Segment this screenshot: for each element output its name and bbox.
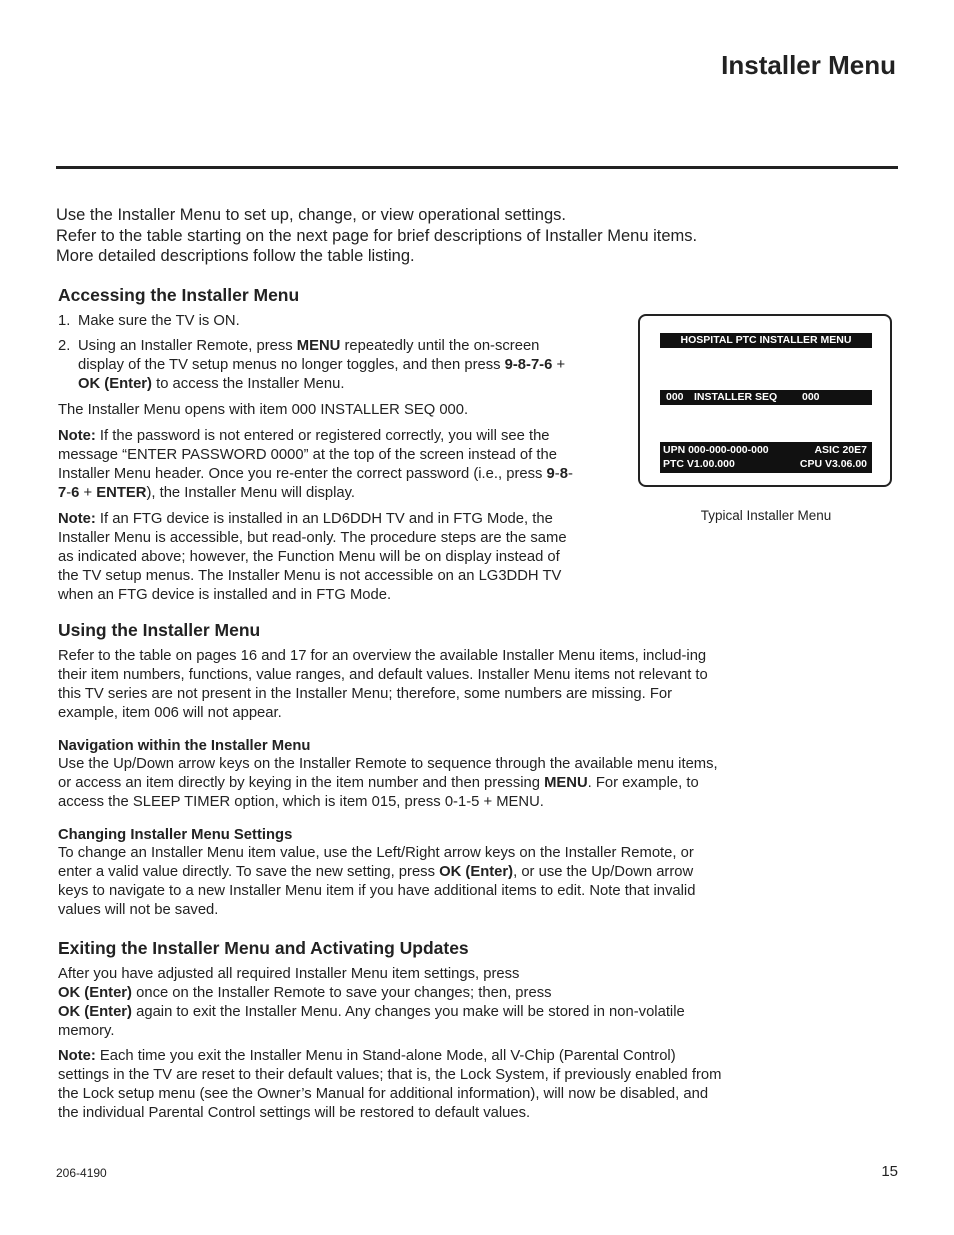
document-number: 206-4190 (56, 1166, 107, 1180)
intro-line: More detailed descriptions follow the table listing. (56, 247, 415, 265)
screen-header-bar: HOSPITAL PTC INSTALLER MENU (660, 333, 872, 348)
opens-text: The Installer Menu opens with item 000 INSTALLER SEQ 000. (58, 402, 469, 418)
key-label: MENU (296, 338, 341, 354)
key-label: MENU (544, 775, 588, 791)
key-label: ENTER (96, 485, 147, 501)
body-text: again to exit the Installer Menu. Any changes you make will be stored in non-volatile memory. (58, 1004, 685, 1039)
step-item (58, 337, 582, 394)
cpu-text: CPU V3.06.00 (799, 458, 867, 470)
key-label: OK (Enter) (439, 864, 514, 880)
using-section (58, 619, 724, 920)
ptc-text: PTC V1.00.000 (663, 458, 735, 470)
asic-text: ASIC 20E7 (814, 444, 867, 456)
upn-text: UPN 000-000-000-000 (663, 444, 769, 456)
page-title: Installer Menu (721, 50, 896, 80)
screen-seq-bar (660, 390, 872, 405)
using-heading: Using the Installer Menu (58, 620, 261, 640)
note-text: If the password is not entered or registered correctly, you will see the message “ENTER PASSWORD 0000” at the top of the screen instead of the Installer Menu header. Once you re-enter the correct password (i.e., press (58, 428, 557, 482)
title-rule (56, 166, 898, 169)
key-label: 9-8-7-6 (504, 357, 553, 373)
step-item (58, 312, 582, 331)
note-label: Note: (58, 511, 96, 527)
step-text: to access the Installer Menu. (152, 376, 345, 392)
intro-line: Use the Installer Menu to set up, change, or view operational settings. (56, 206, 566, 224)
intro-text (56, 205, 756, 267)
body-text: once on the Installer Remote to save your changes; then, press (132, 985, 552, 1001)
exiting-paragraph (58, 965, 724, 1041)
key-label: 6 (71, 485, 80, 501)
body-text: After you have adjusted all required Installer Menu item settings, press (58, 966, 520, 982)
note-text: ), the Installer Menu will display. (146, 485, 356, 501)
page-number: 15 (881, 1163, 898, 1180)
steps-list (58, 312, 582, 394)
seq-label: INSTALLER SEQ (694, 391, 778, 403)
key-label: OK (Enter) (78, 376, 152, 392)
seq-number: 000 (666, 391, 684, 403)
accessing-heading: Accessing the Installer Menu (58, 285, 300, 305)
key-label: OK (Enter) (58, 1004, 132, 1020)
note-text: - (567, 466, 573, 482)
step-text: repeatedly until the on-screen display of the TV setup menus no longer toggles, and then press (78, 338, 540, 373)
using-paragraph: Refer to the table on pages 16 and 17 for an overview the available Installer Menu items, includ-ing their item numbers, functions, value ranges, and default values. Installer Menu items not relevant to this TV series are not present in the Installer Menu; therefore, some numbers are missing. For example, item 006 will not appear. (58, 648, 708, 721)
ftg-note (58, 510, 582, 605)
exiting-section (58, 937, 724, 1123)
changing-heading: Changing Installer Menu Settings (58, 827, 293, 843)
step-number: 2. (58, 338, 71, 354)
note-text: Each time you exit the Installer Menu in Stand-alone Mode, all V-Chip (Parental Control) settings in the TV are reset to their default values; that is, the Lock System, if previously enabled from the Lock setup menu (see the Owner’s Manual for additional information), will now be disabled, and the individual Parental Control settings will be restored to default values. (58, 1048, 722, 1121)
screen-caption: Typical Installer Menu (700, 508, 832, 523)
changing-paragraph (58, 844, 724, 920)
note-text: - (66, 485, 72, 501)
body-text: , or use the Up/Down arrow keys to navigate to a new Installer Menu item if you have additional items to edit. Note that invalid values will not be saved. (58, 864, 696, 918)
note-text: - (554, 466, 560, 482)
note-label: Note: (58, 1048, 96, 1064)
screen-info-bar (660, 442, 872, 473)
password-note (58, 427, 582, 503)
note-text: + (79, 485, 97, 501)
seq-value: 000 (802, 391, 820, 403)
vchip-note (58, 1047, 724, 1123)
body-text: To change an Installer Menu item value, use the Left/Right arrow keys on the Installer Remote, or enter a valid value directly. To save the new setting, press (58, 845, 694, 880)
intro-line: Refer to the table starting on the next page for brief descriptions of Installer Menu items. (56, 226, 698, 245)
step-text: Make sure the TV is ON. (78, 313, 240, 329)
body-text: Use the Up/Down arrow keys on the Installer Remote to sequence through the available menu items, or access an item directly by keying in the item number and then pressing (58, 756, 718, 791)
key-label: 7 (58, 485, 67, 501)
note-text: If an FTG device is installed in an LD6DDH TV and in FTG Mode, the Installer Menu is accessible, but read-only. The procedure steps are the same as indicated above; however, the Function Menu will be on display instead of the TV setup menus. The Installer Menu is not accessible on an LG3DDH TV when an FTG device is installed and in FTG Mode. (58, 511, 567, 603)
key-label: 8 (559, 466, 568, 482)
installer-menu-screen (638, 314, 892, 487)
key-label: 9 (546, 466, 555, 482)
accessing-section (58, 284, 724, 605)
note-label: Note: (58, 428, 96, 444)
body-text: . For example, to access the SLEEP TIMER option, which is item 015, press 0-1-5 + MENU. (58, 775, 699, 810)
navigation-heading: Navigation within the Installer Menu (58, 738, 311, 754)
step-text: + (552, 357, 566, 373)
navigation-paragraph (58, 755, 724, 812)
key-label: OK (Enter) (58, 985, 132, 1001)
exiting-heading: Exiting the Installer Menu and Activating Updates (58, 938, 469, 958)
step-text: Using an Installer Remote, press (78, 338, 297, 354)
step-number: 1. (58, 313, 71, 329)
